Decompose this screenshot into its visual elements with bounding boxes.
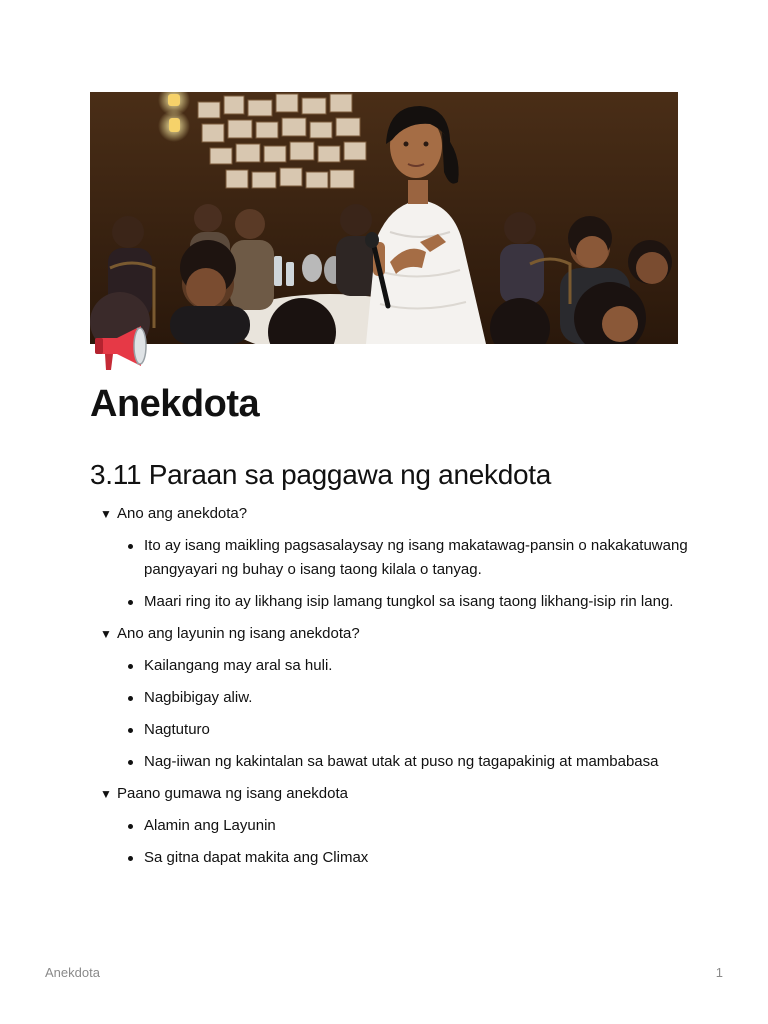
list-item-text: Alamin ang Layunin [144, 817, 276, 834]
bullet-dot-icon [128, 696, 133, 701]
megaphone-icon [93, 322, 151, 372]
list-item-text: Nagbibigay aliw. [144, 689, 253, 706]
toggle-header[interactable] [100, 622, 690, 646]
bullet-list [100, 534, 690, 614]
footer-title: Anekdota [45, 965, 100, 980]
list-item-text: Nag-iiwan ng kakintalan sa bawat utak at puso ng tagapakinig at mambabasa [144, 753, 659, 770]
bullet-list [100, 654, 690, 774]
list-item [125, 590, 690, 614]
triangle-down-icon[interactable]: ▼ [100, 507, 112, 521]
triangle-down-icon[interactable]: ▼ [100, 627, 112, 641]
list-item-text: Ito ay isang maikling pagsasalaysay ng isang makatawag-pansin o nakakatuwang pangyayari ng buhay o isang taong kilala o tanyag. [144, 537, 688, 578]
toggle-header[interactable] [100, 502, 690, 526]
list-item [125, 534, 690, 582]
list-item [125, 846, 690, 870]
page-content [100, 502, 690, 878]
list-item [125, 686, 690, 710]
bullet-list [100, 814, 690, 870]
list-item [125, 814, 690, 838]
cover-image [90, 92, 678, 344]
bullet-dot-icon [128, 544, 133, 549]
triangle-down-icon[interactable]: ▼ [100, 787, 112, 801]
cover-photo-illustration [90, 92, 678, 344]
list-item [125, 750, 690, 774]
list-item-text: Kailangang may aral sa huli. [144, 657, 333, 674]
toggle-paano-gumawa [100, 782, 690, 870]
bullet-dot-icon [128, 664, 133, 669]
bullet-dot-icon [128, 760, 133, 765]
list-item [125, 718, 690, 742]
toggle-label: Paano gumawa ng isang anekdota [117, 785, 349, 802]
page-number: 1 [715, 965, 723, 980]
bullet-dot-icon [128, 856, 133, 861]
list-item-text: Maari ring ito ay likhang isip lamang tungkol sa isang taong likhang-isip rin lang. [144, 593, 674, 610]
list-item-text: Nagtuturo [144, 721, 210, 738]
section-heading: 3.11 Paraan sa paggawa ng anekdota [90, 459, 551, 490]
toggle-header[interactable] [100, 782, 690, 806]
bullet-dot-icon [128, 824, 133, 829]
list-item-text: Sa gitna dapat makita ang Climax [144, 849, 369, 866]
toggle-label: Ano ang layunin ng isang anekdota? [117, 625, 360, 642]
page-title: Anekdota [90, 383, 260, 425]
toggle-ano-ang-anekdota [100, 502, 690, 614]
bullet-dot-icon [128, 600, 133, 605]
bullet-dot-icon [128, 728, 133, 733]
toggle-label: Ano ang anekdota? [117, 505, 248, 522]
list-item [125, 654, 690, 678]
toggle-ano-ang-layunin [100, 622, 690, 774]
